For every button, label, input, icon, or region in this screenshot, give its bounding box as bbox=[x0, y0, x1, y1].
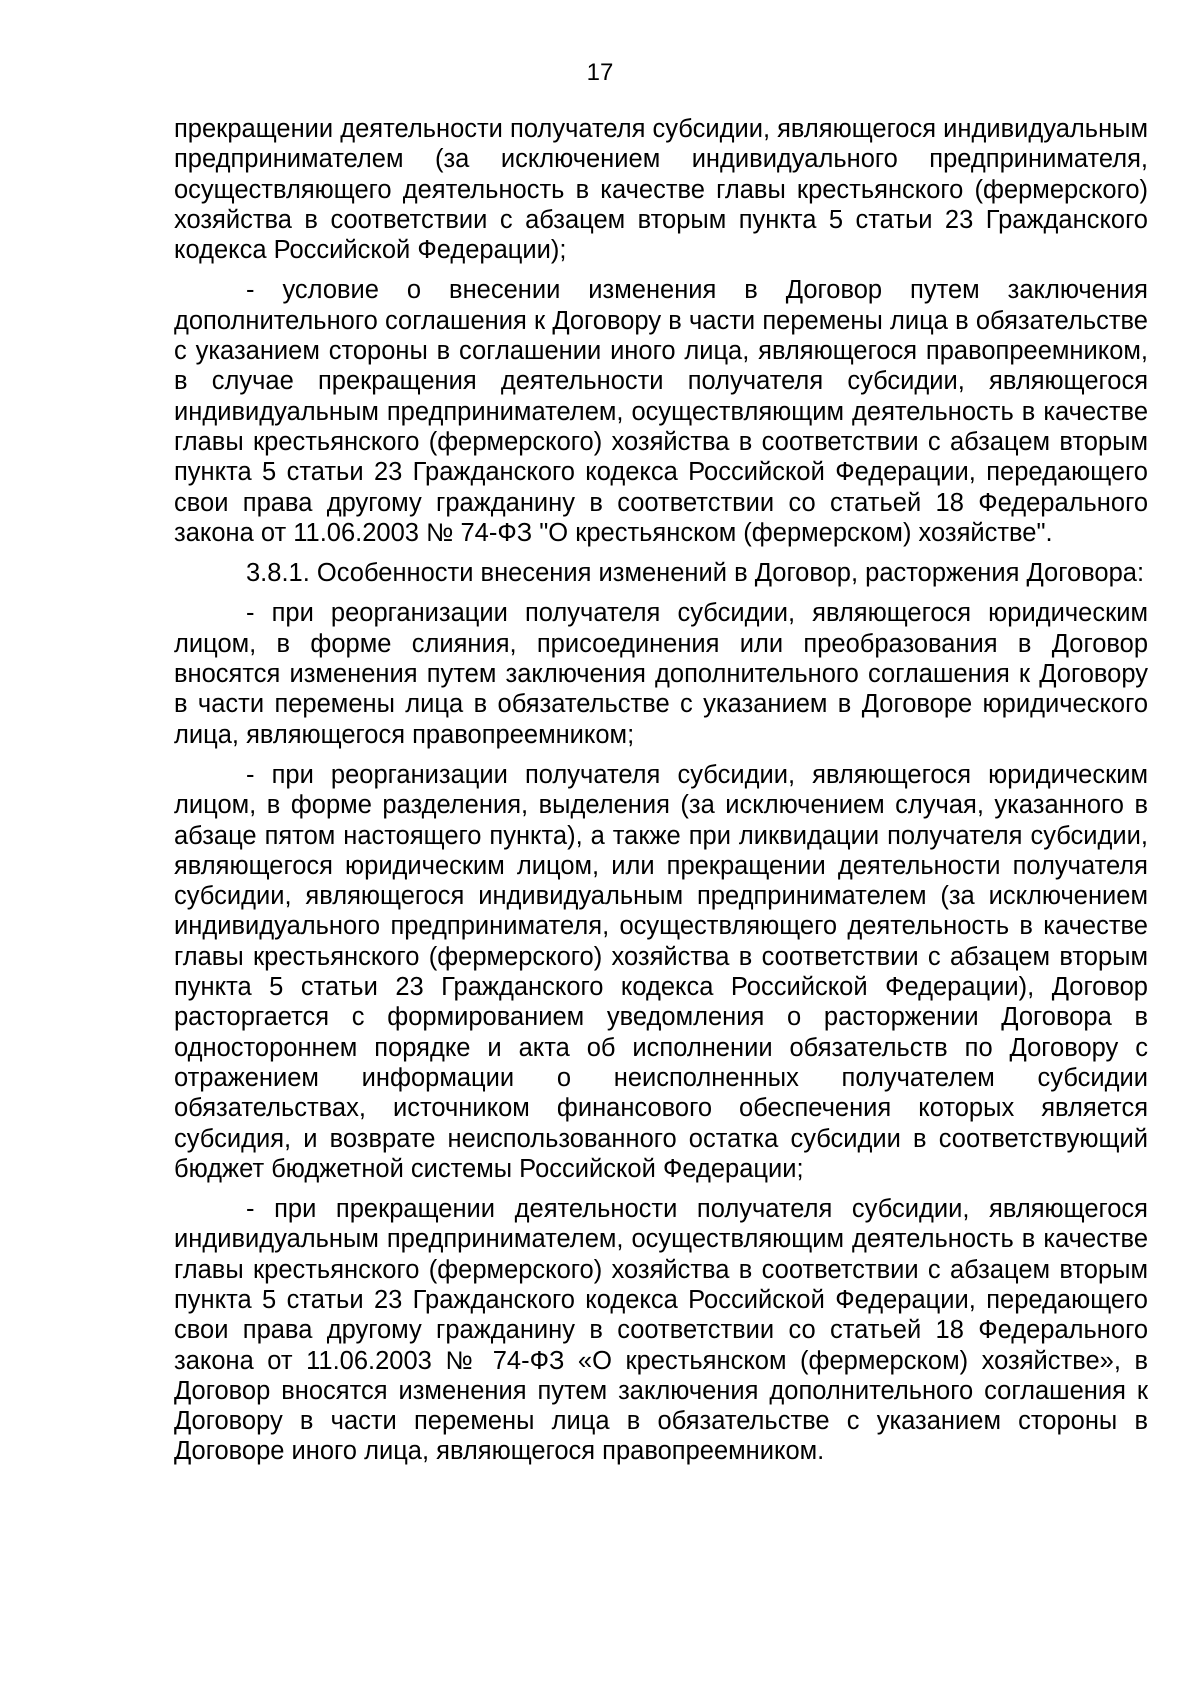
paragraph-farm-head-termination: - при прекращении деятельности получателя субсидии, являющегося индивидуальным предпринимателем, осуществляющим деятельность в качестве главы крестьянского (фермерского) хозяйства в соответствии с абзацем вторым пункта 5 статьи 23 Гражданского кодекса Российской Федерации, передающего свои права другому гражданину в соответствии со статьей 18 Федерального закона от 11.06.2003 № 74-ФЗ «О крестьянском (фермерском) хозяйстве», в Договор вносятся изменения путем заключения дополнительного соглашения к Договору в части перемены лица в обязательстве с указанием стороны в Договоре иного лица, являющегося правопреемником. bbox=[174, 1195, 1148, 1466]
paragraph-continuation: прекращении деятельности получателя субсидии, являющегося индивидуальным предпринимателем (за исключением индивидуального предпринимателя, осуществляющего деятельность в качестве главы крестьянского (фермерского) хозяйства в соответствии с абзацем вторым пункта 5 статьи 23 Гражданского кодекса Российской Федерации); bbox=[174, 115, 1149, 265]
paragraph-succession-condition: - условие о внесении изменения в Договор путем заключения дополнительного соглашения к Договору в части перемены лица в обязательстве с указанием стороны в соглашении иного лица, являющегося правопреемником, в случае прекращения деятельности получателя субсидии, являющегося индивидуальным предпринимателем, осуществляющим деятельность в качестве главы крестьянского (фермерского) хозяйства в соответствии с абзацем вторым пункта 5 статьи 23 Гражданского кодекса Российской Федерации, передающего свои права другому гражданину в соответствии со статьей 18 Федерального закона от 11.06.2003 № 74-ФЗ "О крестьянском (фермерском) хозяйстве". bbox=[174, 276, 1148, 547]
page-number: 17 bbox=[586, 59, 614, 86]
paragraph-division-liquidation: - при реорганизации получателя субсидии, являющегося юридическим лицом, в форме разделения, выделения (за исключением случая, указанного в абзаце пятом настоящего пункта), а также при ликвидации получателя субсидии, являющегося юридическим лицом, или прекращении деятельности получателя субсидии, являющегося индивидуальным предпринимателем (за исключением индивидуального предпринимателя, осуществляющего деятельность в качестве главы крестьянского (фермерского) хозяйства в соответствии с абзацем вторым пункта 5 статьи 23 Гражданского кодекса Российской Федерации), Договор расторгается с формированием уведомления о расторжении Договора в одностороннем порядке и акта об исполнении обязательств по Договору с отражением информации о неисполненных получателем субсидии обязательствах, источником финансового обеспечения которых является субсидия, и возврате неиспользованного остатка субсидии в соответствующий бюджет бюджетной системы Российской Федерации; bbox=[174, 760, 1148, 1183]
document-body bbox=[174, 114, 1148, 1477]
paragraph-section-3-8-1: 3.8.1. Особенности внесения изменений в Договор, расторжения Договора: bbox=[246, 559, 1145, 588]
paragraph-merger-reorganization: - при реорганизации получателя субсидии, являющегося юридическим лицом, в форме слияния, присоединения или преобразования в Договор вносятся изменения путем заключения дополнительного соглашения к Договору в части перемены лица в обязательстве с указанием в Договоре юридического лица, являющегося правопреемником; bbox=[174, 599, 1148, 749]
